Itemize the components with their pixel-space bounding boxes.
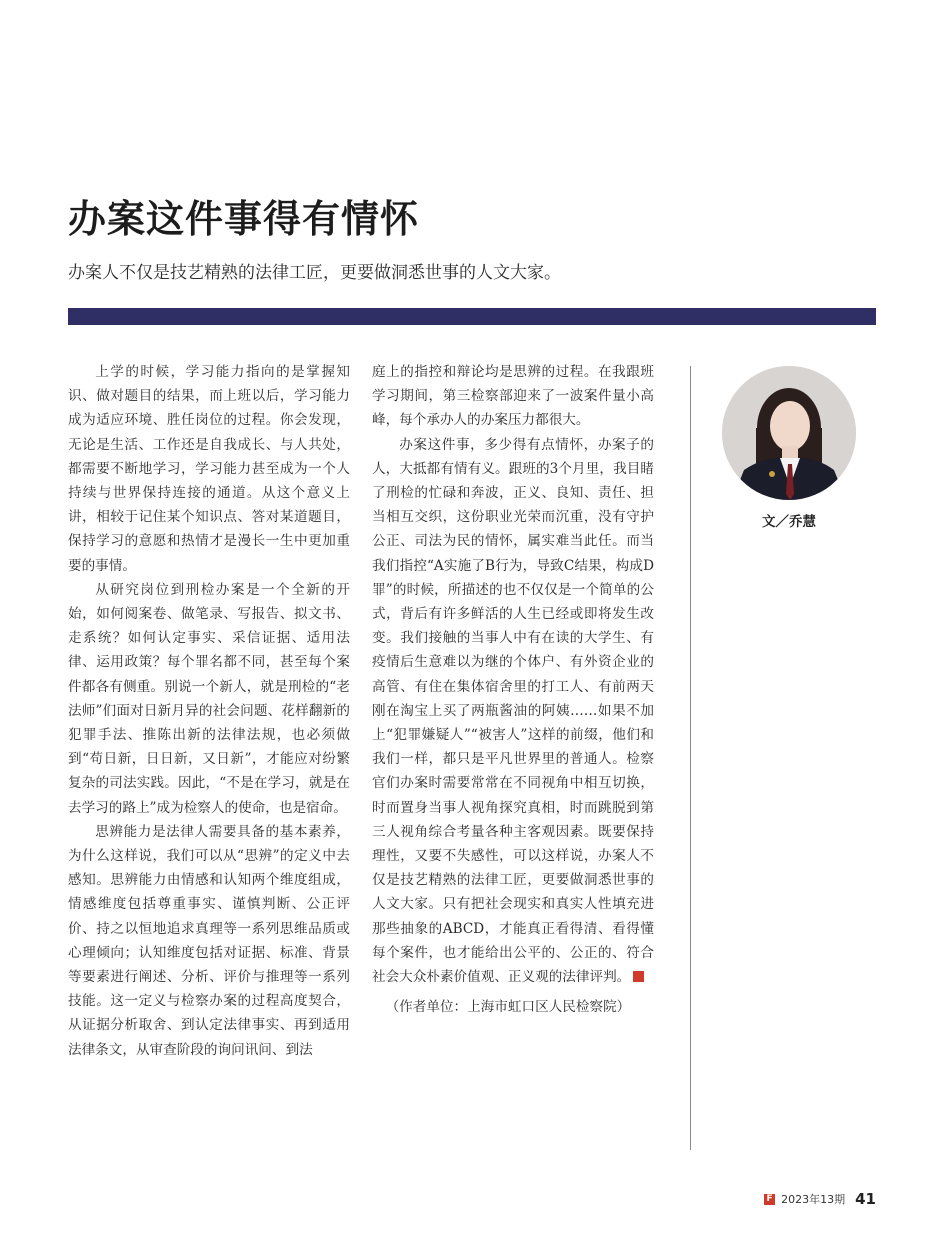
author-photo (722, 366, 856, 500)
issue-label: 2023年13期 (781, 1193, 846, 1206)
article-title: 办案这件事得有情怀 (68, 197, 420, 241)
column-divider (690, 366, 691, 1150)
page-footer (764, 1190, 876, 1208)
body-column-middle (372, 360, 654, 1019)
author-byline: 文／乔慧 (762, 514, 816, 530)
end-mark-icon (633, 971, 644, 982)
article-subtitle: 办案人不仅是技艺精熟的法律工匠，更要做洞悉世事的人文大家。 (68, 263, 561, 283)
paragraph: 上学的时候，学习能力指向的是掌握知识、做对题目的结果，而上班以后，学习能力成为适应环境、胜任岗位的过程。你会发现，无论是生活、工作还是自我成长、与人共处，都需要不断地学习，学习能力甚至成为一个人持续与世界保持连接的通道。从这个意义上讲，相较于记住某个知识点、答对某道题目，保持学习的意愿和热情才是漫长一生中更加重要的事情。 (68, 364, 350, 574)
title-divider-bar (68, 308, 876, 325)
author-affiliation: （作者单位：上海市虹口区人民检察院） (385, 999, 631, 1016)
body-column-left (68, 360, 350, 1062)
paragraph (372, 433, 654, 990)
page-number: 41 (855, 1190, 876, 1208)
paragraph-text: 办案这件事，多少得有点情怀，办案子的人，大抵都有情有义。跟班的3个月里，我目睹了刑检的忙碌和奔波，正义、良知、责任、担当相互交织，这份职业光荣而沉重，没有守护公正、司法为民的情怀，属实难当此任。而当我们指控“A实施了B行为，导致C结果，构成D罪”的时候，所描述的也不仅仅是一个简单的公式，背后有许多鲜活的人生已经或即将发生改变。我们接触的当事人中有在读的大学生、有疫情后生意难以为继的个体户、有外资企业的高管、有住在集体宿舍里的打工人、有前两天刚在淘宝上买了两瓶酱油的阿姨……如果不加上“犯罪嫌疑人”“被害人”这样的前缀，他们和我们一样，都只是平凡世界里的普通人。检察官们办案时需要常常在不同视角中相互切换，时而置身当事人视角探究真相，时而跳脱到第三人视角综合考量各种主客观因素。既要保持理性，又要不失感性，可以这样说，办案人不仅是技艺精熟的法律工匠，更要做洞悉世事的人文大家。只有把社会现实和真实人性填充进那些抽象的ABCD，才能真正看得清、看得懂每个案件，也才能给出公平的、公正的、符合社会大众朴素价值观、正义观的法律评判。 (372, 436, 654, 986)
magazine-logo-icon: F (764, 1194, 775, 1205)
paragraph-continued: 庭上的指控和辩论均是思辨的过程。在我跟班学习期间，第三检察部迎来了一波案件量小高峰，每个承办人的办案压力都很大。 (372, 364, 654, 429)
paragraph: 思辨能力是法律人需要具备的基本素养，为什么这样说，我们可以从“思辨”的定义中去感知。思辨能力由情感和认知两个维度组成，情感维度包括尊重事实、谨慎判断、公正评价、持之以恒地追求真理等一系列思维品质或心理倾向；认知维度包括对证据、标准、背景等要素进行阐述、分析、评价与推理等一系列技能。这一定义与检察办案的过程高度契合，从证据分析取舍、到认定法律事实、再到适用法律条文，从审查阶段的询问讯问、到法 (68, 823, 350, 1058)
paragraph: 从研究岗位到刑检办案是一个全新的开始，如何阅案卷、做笔录、写报告、拟文书、走系统？如何认定事实、采信证据、适用法律、运用政策？每个罪名都不同，甚至每个案件都各有侧重。别说一个新人，就是刑检的“老法师”们面对日新月异的社会问题、花样翻新的犯罪手法、推陈出新的法律法规，也必须做到“苟日新，日日新，又日新”，才能应对纷繁复杂的司法实践。因此，“不是在学习，就是在去学习的路上”成为检察人的使命，也是宿命。 (68, 581, 350, 816)
author-portrait-icon (722, 366, 856, 500)
